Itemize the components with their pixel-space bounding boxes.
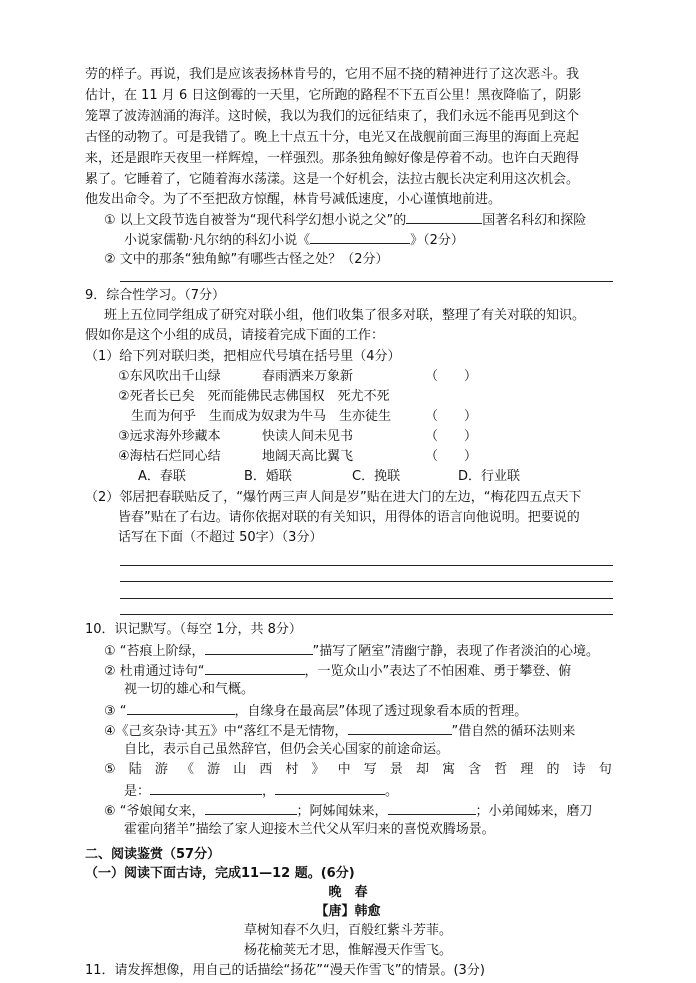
item5-char: 游 bbox=[154, 762, 168, 778]
q9-part1: （1）给下列对联归类，把相应代号填在括号里（4分） bbox=[85, 348, 401, 364]
item5-char: 句 bbox=[598, 762, 612, 778]
q10-item5-end: 。 bbox=[385, 784, 399, 800]
q9-intro: 班上五位同学组成了研究对联小组，他们收集了很多对联，整理了有关对联的知识。 bbox=[104, 308, 586, 324]
q10-item4-b: ”借自然的循环法则来 bbox=[451, 723, 576, 739]
item5-char: 写 bbox=[363, 762, 377, 778]
answer-line[interactable] bbox=[120, 614, 613, 615]
q10-item3-a: ③ “ bbox=[104, 703, 127, 719]
q8-item1-cont bbox=[124, 230, 464, 248]
answer-line[interactable] bbox=[120, 581, 613, 582]
item5-char: 山 bbox=[233, 762, 247, 778]
q10-item5 bbox=[104, 761, 612, 779]
item5-char: 》 bbox=[311, 762, 325, 778]
answer-paren[interactable]: （ ） bbox=[425, 408, 478, 424]
answer-blank[interactable] bbox=[150, 781, 262, 795]
q10-item1-a: ① “苔痕上阶绿， bbox=[104, 643, 205, 659]
q10-item2-b: ，一览众山小”表达了不怕困难、勇于攀登、俯 bbox=[304, 663, 572, 679]
poem-title: 晚 春 bbox=[328, 885, 368, 901]
poem-line: 草树知春不久归，百般红紫斗芳菲。 bbox=[243, 923, 452, 939]
item5-char: 却 bbox=[415, 762, 429, 778]
passage-line: 累了。它睡着了，它随着海水荡漾。这是一个好机会，法拉古舰长决定利用这次机会。 bbox=[85, 171, 580, 187]
q10-item6 bbox=[104, 801, 593, 819]
q8-item2: ② 文中的那条“独角鲸”有哪些古怪之处？（2分） bbox=[104, 252, 389, 268]
passage-line: 劳的样子。再说，我们是应该表扬林肯号的，它用不屈不挠的精神进行了这次恶斗。我 bbox=[85, 66, 580, 82]
q10-item3 bbox=[104, 701, 527, 719]
answer-blank[interactable] bbox=[406, 210, 482, 224]
q10-item1 bbox=[104, 641, 599, 659]
answer-blank[interactable] bbox=[205, 661, 305, 675]
couplet-3: ③远求海外珍藏本 bbox=[118, 428, 221, 444]
poem-author: 【唐】韩愈 bbox=[315, 904, 381, 920]
q10-item4-a: ④《己亥杂诗·其五》中“落红不是无情物， bbox=[104, 723, 348, 739]
answer-blank[interactable] bbox=[388, 801, 476, 815]
item5-char: 诗 bbox=[572, 762, 586, 778]
section-title: 二、阅读鉴赏（57分） bbox=[85, 847, 221, 863]
q8-item1-text-a: ① 以上文段节选自被誉为“现代科学幻想小说之父”的 bbox=[104, 212, 407, 228]
item5-char: ⑤ bbox=[104, 762, 116, 778]
answer-paren[interactable]: （ ） bbox=[425, 368, 478, 384]
q8-item1-text-c: 小说家儒勒·凡尔纳的科幻小说《 bbox=[124, 233, 311, 249]
item5-char: 哲 bbox=[494, 762, 508, 778]
couplet-1-b: 春雨洒来万象新 bbox=[262, 368, 354, 384]
q10-item5-sep: ， bbox=[262, 784, 276, 800]
q10-item6-c: ；小弟闻姊来，磨刀 bbox=[475, 804, 593, 820]
answer-blank[interactable] bbox=[348, 721, 452, 735]
couplet-4: ④海枯石烂同心结 bbox=[118, 448, 221, 464]
option-d: D．行业联 bbox=[458, 468, 521, 484]
q10-item2 bbox=[104, 661, 571, 679]
poem-line: 杨花榆荚无才思，惟解漫天作雪飞。 bbox=[243, 943, 452, 959]
q10-item2-a: ② 杜甫通过诗句“ bbox=[104, 663, 205, 679]
couplet-3-b: 快读人间未见书 bbox=[262, 428, 354, 444]
couplet-4-b: 地阔天高比翼飞 bbox=[262, 448, 354, 464]
q10-item6-cont: 霍霍向猪羊”描绘了家人迎接木兰代父从军归来的喜悦欢腾场景。 bbox=[124, 822, 495, 838]
option-c: C．挽联 bbox=[352, 468, 401, 484]
answer-blank[interactable] bbox=[127, 701, 235, 715]
item5-char: 中 bbox=[337, 762, 351, 778]
option-b: B．婚联 bbox=[244, 468, 292, 484]
passage-line: 来，还是跟昨天夜里一样辉煌，一样强烈。那条独角鲸好像是停着不动。也许白天跑得 bbox=[85, 150, 580, 166]
answer-blank[interactable] bbox=[205, 801, 297, 815]
q10-item5-b: 是： bbox=[124, 784, 151, 800]
q8-item1 bbox=[104, 210, 586, 228]
section-subtitle: （一）阅读下面古诗，完成11—12 题。(6分) bbox=[85, 866, 355, 882]
couplet-2: ②死者长已矣 死而能佛民志佛国权 死尤不死 bbox=[118, 388, 390, 404]
q10-item5-cont bbox=[124, 781, 398, 799]
q9-part2: 话写在下面（不超过 50字）（3分） bbox=[118, 529, 323, 545]
q11-text: 11．请发挥想像，用自己的话描绘“扬花”“漫天作雪飞”的情景。(3分) bbox=[85, 963, 485, 979]
couplet-1: ①东风吹出千山绿 bbox=[118, 368, 221, 384]
item5-char: 的 bbox=[546, 762, 560, 778]
answer-blank[interactable] bbox=[205, 641, 313, 655]
answer-blank[interactable] bbox=[275, 781, 385, 795]
item5-char: 村 bbox=[285, 762, 299, 778]
item5-char: 陆 bbox=[128, 762, 142, 778]
item5-char: 景 bbox=[389, 762, 403, 778]
passage-line: 古怪的动物了。可是我错了。晚上十点五十分，电光又在战舰前面三海里的海面上亮起 bbox=[85, 129, 580, 145]
answer-line[interactable] bbox=[120, 281, 613, 282]
q10-item4-cont: 自比，表示自己虽然辞官，但仍会关心国家的前途命运。 bbox=[124, 741, 450, 757]
answer-line[interactable] bbox=[120, 565, 613, 566]
q8-item1-text-b: 国著名科幻和探险 bbox=[482, 212, 587, 228]
q10-item4 bbox=[104, 721, 575, 739]
item5-char: 理 bbox=[520, 762, 534, 778]
q8-item1-text-d: 》（2分） bbox=[410, 233, 464, 249]
item5-char: 寓 bbox=[442, 762, 456, 778]
q9-intro: 假如你是这个小组的成员，请接着完成下面的工作： bbox=[85, 328, 385, 344]
item5-char: 含 bbox=[468, 762, 482, 778]
answer-paren[interactable]: （ ） bbox=[425, 448, 478, 464]
passage-line: 他发出命令。为了不至把敌方惊醒，林肯号减低速度，小心谨慎地前进。 bbox=[85, 191, 502, 207]
q10-item6-a: ⑥ “爷娘闻女来， bbox=[104, 804, 205, 820]
item5-char: 游 bbox=[207, 762, 221, 778]
q10-item1-b: ”描写了陋室”清幽宁静，表现了作者淡泊的心境。 bbox=[312, 643, 600, 659]
q9-part2: 皆春”贴在了右边。请你依据对联的有关知识，用得体的语言向他说明。把要说的 bbox=[118, 509, 580, 525]
answer-blank[interactable] bbox=[310, 230, 410, 244]
item5-char: 《 bbox=[180, 762, 194, 778]
item5-char: 西 bbox=[259, 762, 273, 778]
answer-paren[interactable]: （ ） bbox=[425, 428, 478, 444]
q9-part2: （2）邻居把春联贴反了，“爆竹两三声人间是岁”贴在进大门的左边，“梅花四五点天下 bbox=[85, 489, 582, 505]
q10-item6-b: ；阿姊闻妹来， bbox=[296, 804, 388, 820]
q10-item2-cont: 视一切的雄心和气概。 bbox=[124, 681, 255, 697]
q10-item3-b: ，自缘身在最高层”体现了透过现象看本质的哲理。 bbox=[234, 703, 528, 719]
couplet-2-b: 生而为何乎 生而成为奴隶为牛马 生亦徒生 bbox=[118, 408, 392, 424]
q10-title: 10．识记默写。（每空 1分，共 8分） bbox=[85, 621, 302, 637]
passage-line: 笼罩了波涛汹涌的海洋。这时候，我以为我们的远征结束了，我们永远不能再见到这个 bbox=[85, 108, 580, 124]
answer-line[interactable] bbox=[120, 598, 613, 599]
option-a: A．春联 bbox=[138, 468, 186, 484]
q9-title: 9．综合性学习。（7分） bbox=[85, 288, 226, 304]
passage-line: 估计，在 11 月 6 日这倒霉的一天里，它所跑的路程不下五百公里！黑夜降临了，阴影 bbox=[85, 87, 582, 103]
